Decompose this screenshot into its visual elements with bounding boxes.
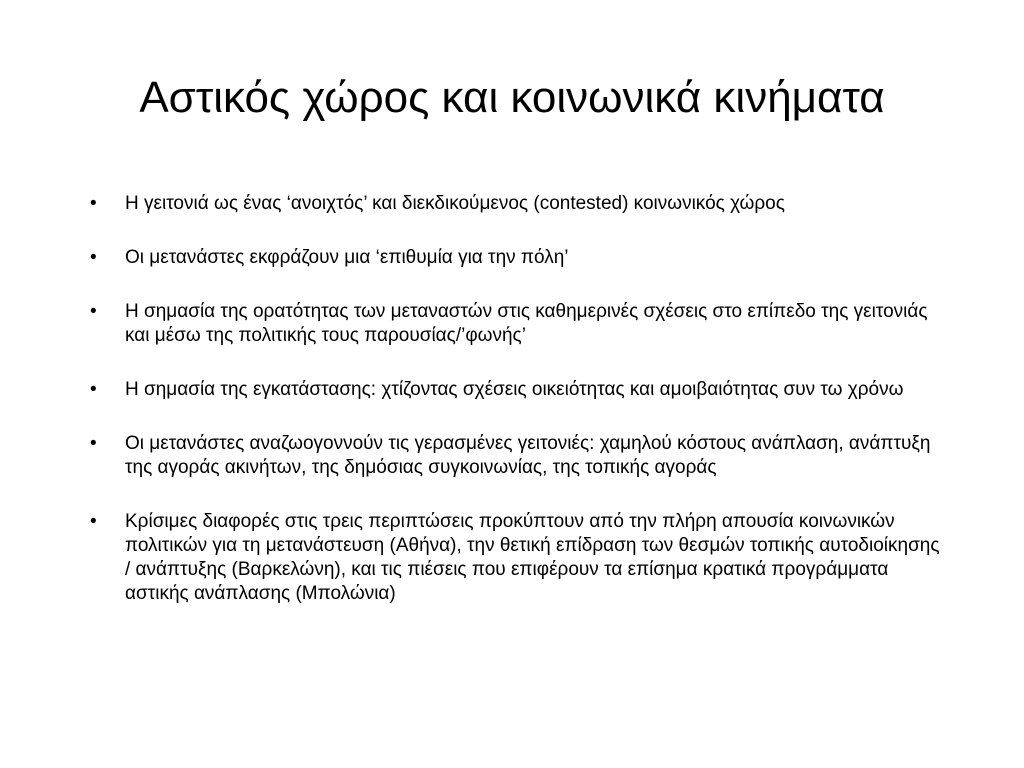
bullet-item — [90, 510, 950, 606]
bullet-item — [90, 192, 950, 216]
bullet-marker-icon: • — [90, 193, 97, 214]
bullet-text: Οι μετανάστες αναζωογοννούν τις γερασμένες γειτονιές: χαμηλού κόστους ανάπλαση, ανάπτυξη της αγοράς ακινήτων, της δημόσιας συγκοινωνίας, της τοπικής αγοράς — [125, 433, 931, 478]
bullet-marker-icon: • — [90, 511, 97, 532]
bullet-item — [90, 432, 950, 480]
bullet-marker-icon: • — [90, 301, 97, 322]
bullet-text: Η σημασία της ορατότητας των μεταναστών στις καθημερινές σχέσεις στο επίπεδο της γειτονιάς και μέσω της πολιτικής τους παρουσίας/’φωνής’ — [125, 301, 928, 346]
bullet-text: Οι μετανάστες εκφράζουν μια ‘επιθυμία για την πόλη’ — [125, 247, 569, 268]
bullet-text: Η γειτονιά ως ένας ‘ανοιχτός’ και διεκδικούμενος (contested) κοινωνικός χώρος — [125, 193, 785, 214]
slide-title: Αστικός χώρος και κοινωνικά κινήματα — [139, 73, 885, 122]
bullet-marker-icon: • — [90, 247, 97, 268]
bullet-text: Κρίσιμες διαφορές στις τρεις περιπτώσεις προκύπτουν από την πλήρη απουσία κοινωνικών πολιτικών για τη μετανάστευση (Αθήνα), την θετική επίδραση των θεσμών τοπικής αυτοδιοίκησης / ανάπτυξης (Βαρκελώνη), και τις πιέσεις που επιφέρουν τα επίσημα κρατικά προγράμματα αστικής ανάπλασης (Μπολώνια) — [125, 511, 940, 604]
bullet-item — [90, 246, 950, 270]
bullet-item — [90, 378, 950, 402]
bullet-item — [90, 300, 950, 348]
bullet-marker-icon: • — [90, 433, 97, 454]
bullet-list — [90, 192, 950, 636]
bullet-marker-icon: • — [90, 379, 97, 400]
bullet-text: Η σημασία της εγκατάστασης: χτίζοντας σχέσεις οικειότητας και αμοιβαιότητας συν τω χρόνω — [125, 379, 904, 400]
